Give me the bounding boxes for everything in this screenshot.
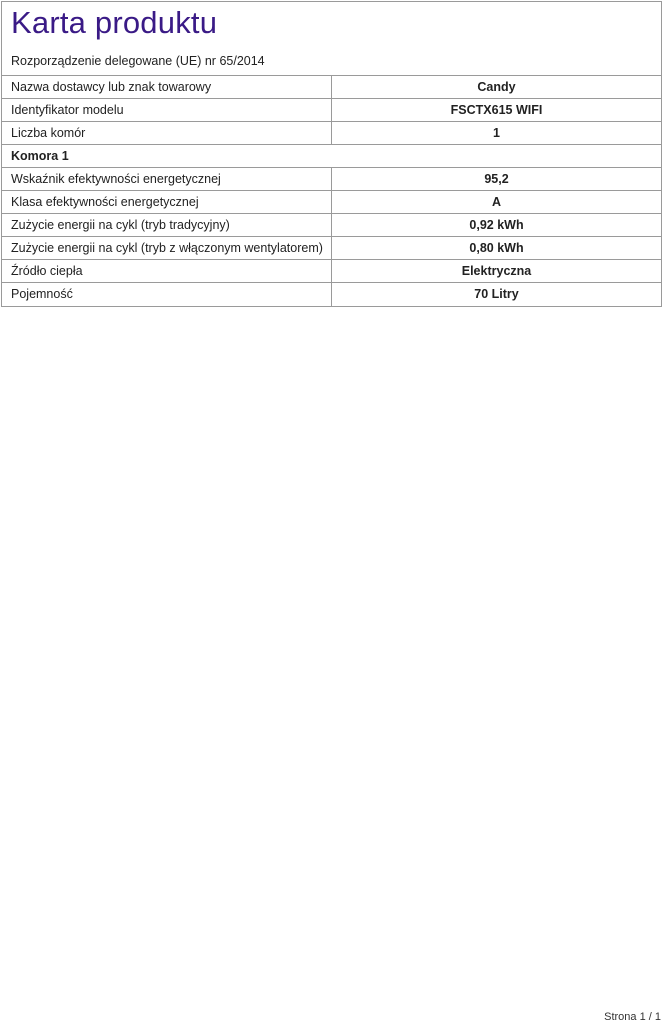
row-value: FSCTX615 WIFI: [450, 103, 543, 117]
document-title: Karta produktu: [11, 5, 218, 40]
table-row-heat-source: [2, 260, 661, 283]
row-value: 95,2: [484, 172, 509, 186]
row-label: Identyfikator modelu: [2, 99, 332, 121]
row-label: Klasa efektywności energetycznej: [2, 191, 332, 213]
row-value: A: [491, 195, 502, 209]
row-label: Zużycie energii na cykl (tryb z włączonym wentylatorem): [2, 237, 332, 259]
table-row-eei: [2, 168, 661, 191]
row-value: Candy: [477, 80, 516, 94]
row-label: Pojemność: [2, 283, 332, 306]
row-label: Nazwa dostawcy lub znak towarowy: [2, 76, 332, 98]
table-row-energy-class: [2, 191, 661, 214]
row-label: Wskaźnik efektywności energetycznej: [2, 168, 332, 190]
row-label: Źródło ciepła: [2, 260, 332, 282]
product-sheet: [1, 1, 662, 307]
table-row-chambers: [2, 122, 661, 145]
table-row-energy-conventional: [2, 214, 661, 237]
row-value: 70 Litry: [474, 287, 519, 301]
regulation-subtitle: Rozporządzenie delegowane (UE) nr 65/2014: [2, 41, 661, 76]
row-value: 1: [493, 126, 500, 140]
table-row-energy-fan: [2, 237, 661, 260]
section-heading-chamber-1: Komora 1: [2, 145, 661, 168]
row-value: 0,80 kWh: [469, 241, 524, 255]
row-label: Zużycie energii na cykl (tryb tradycyjny): [2, 214, 332, 236]
page-number: Strona 1 / 1: [604, 1011, 661, 1023]
table-row-capacity: [2, 283, 661, 306]
table-row-supplier: [2, 76, 661, 99]
table-row-model: [2, 99, 661, 122]
row-value: 0,92 kWh: [469, 218, 524, 232]
row-label: Liczba komór: [2, 122, 332, 144]
row-value: Elektryczna: [461, 264, 532, 278]
